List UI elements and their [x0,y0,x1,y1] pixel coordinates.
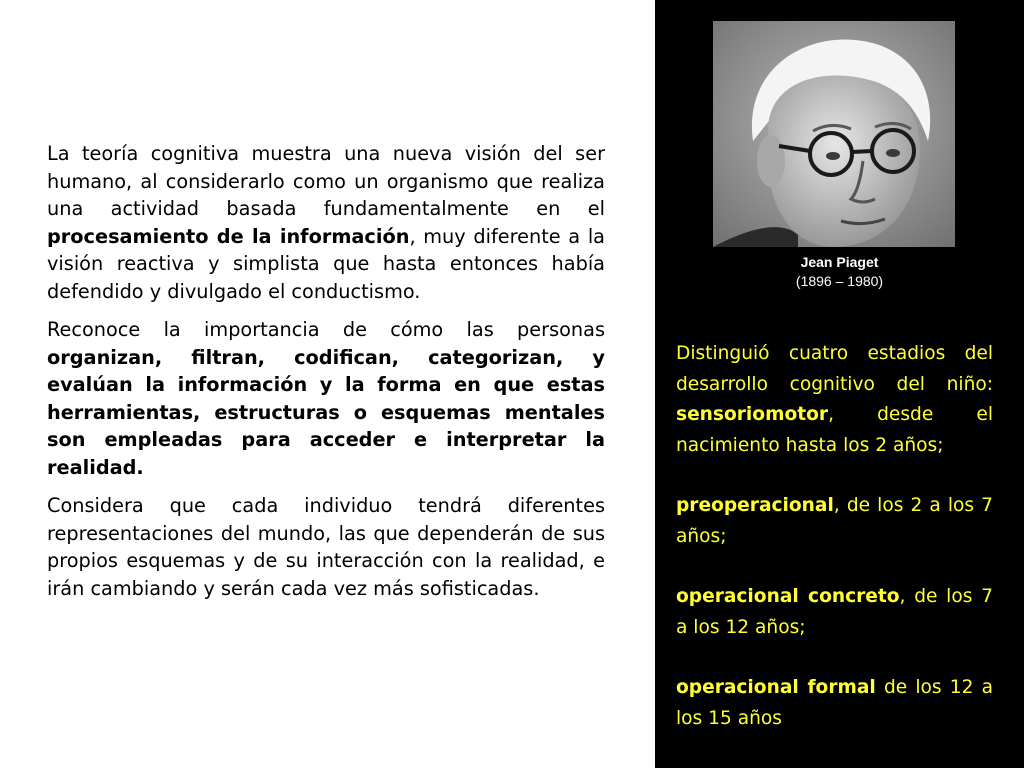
stage-4 [676,673,993,734]
piaget-portrait [713,21,955,247]
paragraph-2-bold: organizan, filtran, codifican, categorizan, y evalúan la información y la forma en que estas herramientas, estructuras o esquemas mentales son empleadas para acceder e interpretar la realidad. [47,345,605,479]
portrait-name: Jean Piaget [800,254,879,270]
paragraph-2-text: Reconoce la importancia de cómo las personas [47,318,605,341]
portrait-illustration [713,21,955,247]
paragraph-3-text: Considera que cada individuo tendrá diferentes representaciones del mundo, las que dependerán de sus propios esquemas y de su interacción con la realidad, e irán cambiando y serán cada vez más sofisticadas. [47,494,605,600]
portrait-panel [655,0,1024,768]
stage-3 [676,582,993,643]
stage-3-text: , de los 7 a los 12 años; [676,586,993,638]
stage-4-text: de los 12 a los 15 años [676,677,993,729]
paragraph-1-bold: procesamiento de la información [47,224,410,248]
stage-2 [676,491,993,552]
stage-2-name: preoperacional [676,495,834,516]
stage-4-name: operacional formal [676,677,876,698]
portrait-years: (1896 – 1980) [795,273,884,289]
paragraph-1-text-end: , muy diferente a la visión reactiva y simplista que hasta entonces había defendido y divulgado el conductismo. [47,224,605,303]
stage-1-name: sensoriomotor [676,404,829,425]
paragraph-3 [47,492,605,602]
stage-2-text: , de los 2 a los 7 años; [676,495,993,547]
paragraph-1-text: La teoría cognitiva muestra una nueva visión del ser humano, al considerarlo como un organismo que realiza una actividad basada fundamentalmente en el [47,142,605,220]
stage-3-name: operacional concreto [676,586,900,607]
portrait-caption [655,253,1024,291]
paragraph-1 [47,140,605,305]
stage-1 [676,339,993,461]
paragraph-2 [47,316,605,481]
stage-1-text: , desde el nacimiento hasta los 2 años; [676,404,993,456]
stages-intro: Distinguió cuatro estadios del desarrollo cognitivo del niño: [676,343,993,395]
stages-text [676,339,993,764]
description-text [47,140,605,613]
